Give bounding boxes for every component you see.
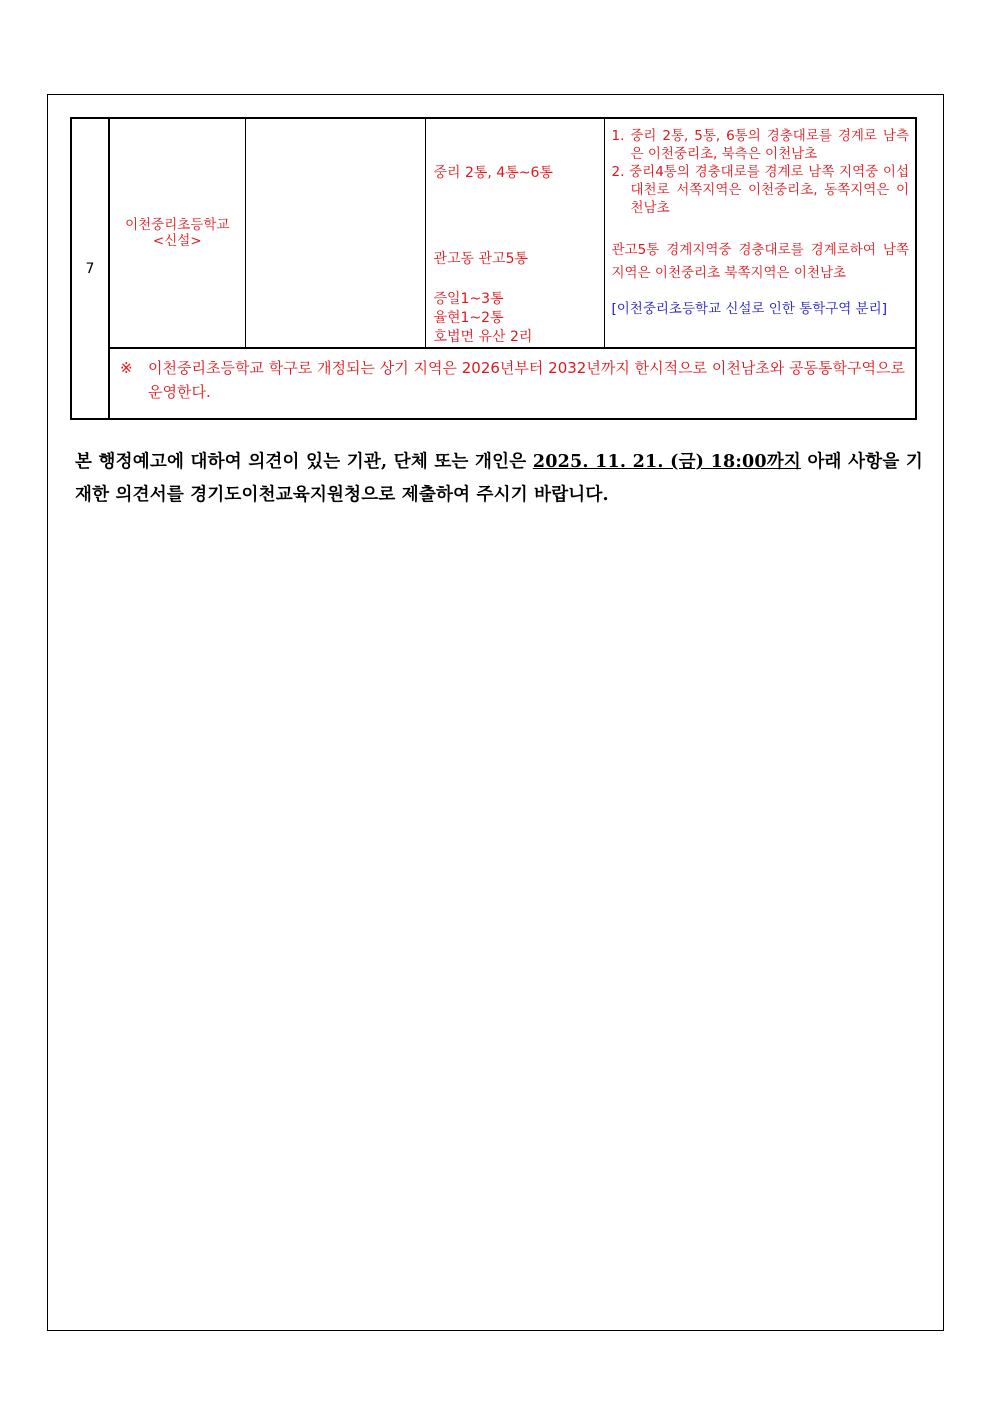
desc-para-3: [이천중리초등학교 신설로 인한 통학구역 분리] [611,301,887,317]
desc-item-1 [612,127,910,163]
notice-deadline: 2025. 11. 21. (금) 18:00까지 [532,452,801,472]
desc-item-2-text: 중리4통의 경충대로를 경계로 남쪽 지역중 이섭대천로 서쪽지역은 이천중리초, 동쪽지역은 이천남초 [629,164,910,216]
desc-item-2 [612,163,910,217]
description-cell [604,118,916,348]
desc-item-1-text: 중리 2통, 5통, 6통의 경충대로를 경계로 남측은 이천중리초, 북측은 이천남초 [630,128,909,162]
desc-item-2-num: 2. [611,164,625,180]
notice-paragraph [75,446,923,512]
area-3: 증일1~3통 [433,291,504,307]
area-1: 중리 2통, 4통~6통 [433,165,553,181]
note-mark: ※ [120,359,133,377]
notice-before: 본 행정예고에 대하여 의견이 있는 기관, 단체 또는 개인은 [75,452,533,472]
area-2: 관고동 관고5통 [433,251,529,267]
area-4: 율현1~2통 [433,310,504,326]
desc-para-2: 관고5통 경계지역중 경충대로를 경계로하여 남쪽지역은 이천중리초 북쪽지역은 이천남초 [611,242,909,281]
school-name-cell [109,118,245,348]
area-list-cell [425,118,604,348]
school-name: 이천중리초등학교 [125,217,230,233]
note-text: 이천중리초등학교 학구로 개정되는 상기 지역은 2026년부터 2032년까지 한시적으로 이천남초와 공동통학구역으로 운영한다. [148,359,905,401]
note-row [120,356,905,404]
school-zone-table [70,117,917,420]
note-cell [109,348,916,419]
empty-area-cell [245,118,425,348]
school-tag: <신설> [152,233,202,249]
desc-item-1-num: 1. [611,128,625,144]
area-5: 호법면 유산 2리 [433,329,533,345]
notice-after: 아래 사항을 기재한 의견서를 경기도이천교육지원청으로 제출하여 주시기 바랍니다. [75,452,923,505]
row-number: 7 [71,118,109,419]
